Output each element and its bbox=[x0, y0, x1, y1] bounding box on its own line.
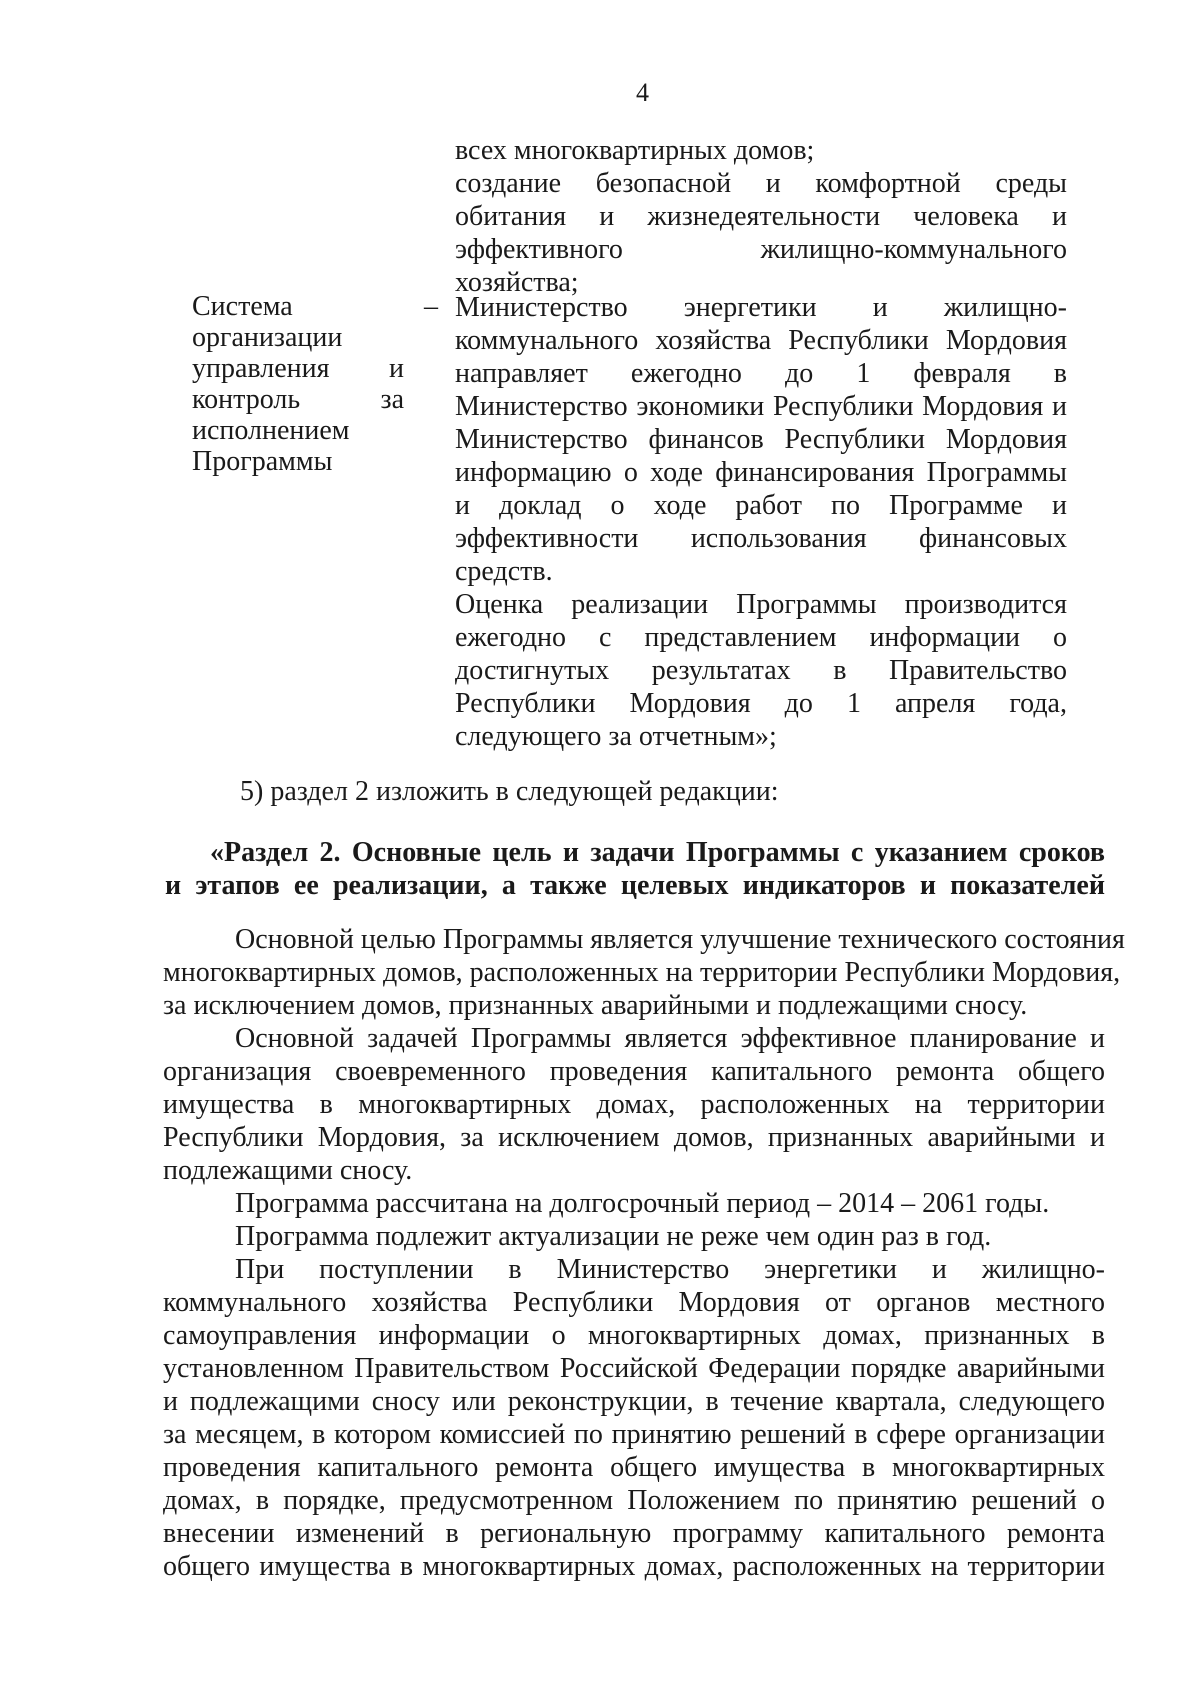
body-line: общего имущества в многоквартирных домах, расположенных на территории bbox=[163, 1551, 1105, 1582]
body-line: Республики Мордовия, за исключением домов, признанных аварийными и bbox=[163, 1122, 1105, 1153]
page-number: 4 bbox=[636, 78, 649, 107]
passport-text-line: всех многоквартирных домов; bbox=[455, 135, 815, 166]
body-line: проведения капитального ремонта общего имущества в многоквартирных bbox=[163, 1452, 1105, 1483]
value-line: и доклад о ходе работ по Программе и bbox=[455, 490, 1067, 521]
value-line: достигнутых результатах в Правительство bbox=[455, 655, 1067, 686]
value-line: информацию о ходе финансирования Программы bbox=[455, 457, 1067, 488]
label-line: Система bbox=[192, 291, 293, 322]
body-line: за исключением домов, признанных аварийными и подлежащими сносу. bbox=[163, 990, 1028, 1021]
body-line: Основной задачей Программы является эффективное планирование и bbox=[235, 1023, 1105, 1054]
passport-text-line: хозяйства; bbox=[455, 267, 579, 298]
body-line: Основной целью Программы является улучшение технического состояния bbox=[235, 924, 1125, 955]
passport-row-value bbox=[455, 291, 1067, 753]
value-line: Оценка реализации Программы производится bbox=[455, 589, 1067, 620]
section-body bbox=[163, 923, 1125, 1583]
passport-continued-cell bbox=[455, 134, 1067, 299]
body-line: коммунального хозяйства Республики Мордовия от органов местного bbox=[163, 1287, 1105, 1318]
heading-line: «Раздел 2. Основные цель и задачи Программы с указанием сроков bbox=[210, 837, 1105, 868]
value-line: эффективности использования финансовых bbox=[455, 523, 1067, 554]
value-line: Министерство финансов Республики Мордовия bbox=[455, 424, 1067, 455]
value-line: Республики Мордовия до 1 апреля года, bbox=[455, 688, 1067, 719]
value-line: коммунального хозяйства Республики Мордовия bbox=[455, 325, 1067, 356]
value-line: средств. bbox=[455, 556, 553, 587]
body-line: организация своевременного проведения капитального ремонта общего bbox=[163, 1056, 1105, 1087]
passport-row-label bbox=[192, 291, 404, 477]
body-line: за месяцем, в котором комиссией по принятию решений в сфере организации bbox=[163, 1419, 1105, 1450]
label-line: Программы bbox=[192, 446, 333, 477]
section-heading bbox=[165, 836, 1105, 902]
label-line: организации bbox=[192, 322, 343, 353]
value-line: ежегодно с представлением информации о bbox=[455, 622, 1067, 653]
row-dash: – bbox=[424, 291, 438, 322]
body-line: самоуправления информации о многоквартирных домах, признанных в bbox=[163, 1320, 1105, 1351]
value-line: следующего за отчетным»; bbox=[455, 721, 777, 752]
body-line: При поступлении в Министерство энергетики и жилищно- bbox=[235, 1254, 1105, 1285]
body-line: домах, в порядке, предусмотренном Положением по принятию решений о bbox=[163, 1485, 1105, 1516]
label-line: контроль за bbox=[192, 384, 404, 415]
amendment-item: 5) раздел 2 изложить в следующей редакции: bbox=[240, 776, 779, 807]
value-line: Министерство экономики Республики Мордовия и bbox=[455, 391, 1067, 422]
body-line: подлежащими сносу. bbox=[163, 1155, 413, 1186]
value-line: Министерство энергетики и жилищно- bbox=[455, 292, 1067, 323]
label-line: управления и bbox=[192, 353, 404, 384]
heading-line: и этапов ее реализации, а также целевых индикаторов и показателей bbox=[165, 870, 1105, 901]
body-line: многоквартирных домов, расположенных на территории Республики Мордовия, bbox=[163, 957, 1121, 988]
body-line: имущества в многоквартирных домах, расположенных на территории bbox=[163, 1089, 1105, 1120]
value-line: направляет ежегодно до 1 февраля в bbox=[455, 358, 1067, 389]
body-line: Программа рассчитана на долгосрочный период – 2014 – 2061 годы. bbox=[235, 1188, 1050, 1219]
passport-text-line: обитания и жизнедеятельности человека и bbox=[455, 201, 1067, 232]
passport-text-line: создание безопасной и комфортной среды bbox=[455, 168, 1067, 199]
body-line: Программа подлежит актуализации не реже чем один раз в год. bbox=[235, 1221, 992, 1252]
body-line: внесении изменений в региональную программу капитального ремонта bbox=[163, 1518, 1105, 1549]
body-line: и подлежащими сносу или реконструкции, в течение квартала, следующего bbox=[163, 1386, 1105, 1417]
passport-text-line: эффективного жилищно-коммунального bbox=[455, 234, 1067, 265]
label-line: исполнением bbox=[192, 415, 350, 446]
body-line: установленном Правительством Российской Федерации порядке аварийными bbox=[163, 1353, 1105, 1384]
